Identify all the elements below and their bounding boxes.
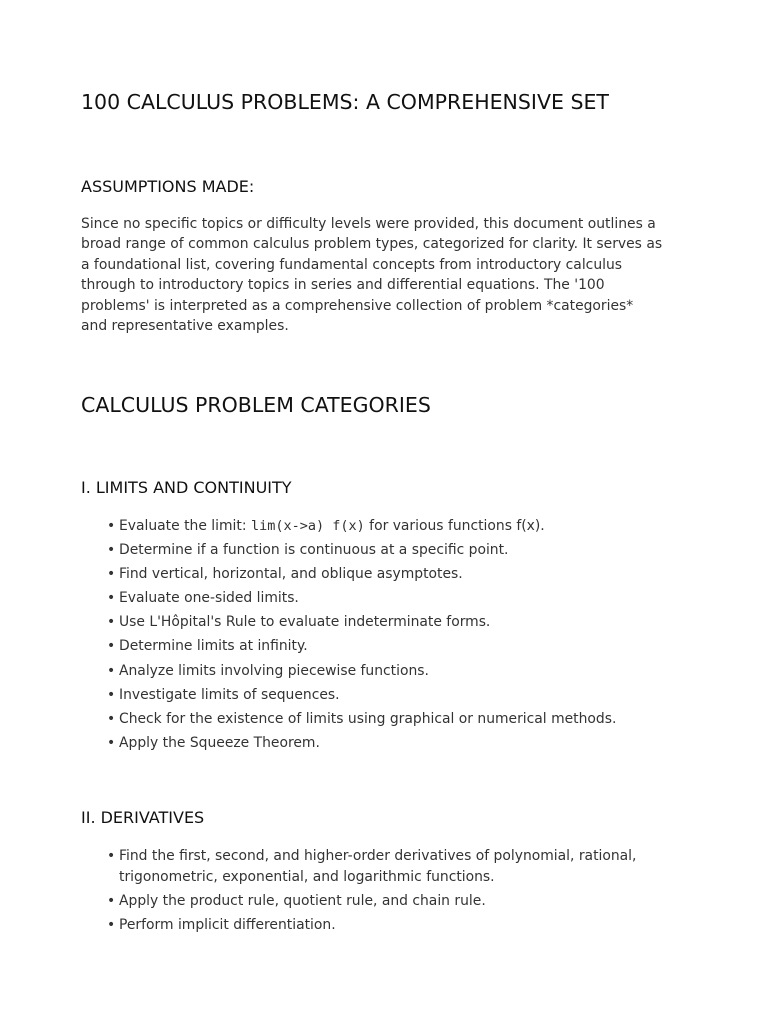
bullet: • (107, 662, 116, 679)
list-item (107, 733, 616, 754)
paragraph-line: problems' is interpreted as a comprehensive collection of problem *categories* (81, 297, 634, 314)
list-item (107, 516, 616, 537)
item-text: Apply the Squeeze Theorem. (119, 734, 320, 751)
item-text: Find vertical, horizontal, and oblique asymptotes. (119, 566, 463, 583)
bullet: • (107, 518, 116, 534)
paragraph-line: and representative examples. (81, 318, 289, 335)
list-item (107, 685, 616, 706)
item-text: Check for the existence of limits using graphical or numerical methods. (119, 710, 617, 727)
paragraph-line: Since no specific topics or difficulty levels were provided, this document outlines a (81, 216, 656, 232)
item-text: Perform implicit differentiation. (119, 916, 336, 933)
assumptions-heading: ASSUMPTIONS MADE: (81, 177, 255, 196)
categories-heading: CALCULUS PROBLEM CATEGORIES (81, 393, 431, 417)
section-heading-derivatives: II. DERIVATIVES (81, 808, 205, 827)
item-text: Find the first, second, and higher-order derivatives of polynomial, rational, (119, 848, 637, 864)
item-text: Evaluate the limit: (119, 518, 251, 534)
bullet: • (107, 686, 116, 703)
item-text: trigonometric, exponential, and logarithmic functions. (119, 868, 495, 885)
item-text: Determine if a function is continuous at a specific point. (119, 542, 509, 559)
limits-list (107, 516, 616, 757)
list-item (107, 588, 616, 609)
bullet: • (107, 614, 116, 631)
item-text: Investigate limits of sequences. (119, 686, 340, 703)
list-item (107, 709, 616, 730)
document-title: 100 CALCULUS PROBLEMS: A COMPREHENSIVE SET (81, 90, 609, 114)
item-text: Determine limits at infinity. (119, 638, 308, 655)
list-item (107, 564, 616, 585)
list-item (107, 636, 616, 657)
item-text: for various functions f(x). (364, 518, 545, 534)
paragraph-line: broad range of common calculus problem types, categorized for clarity. It serves as (81, 236, 663, 253)
item-text: Use L'Hôpital's Rule to evaluate indeterminate forms. (119, 614, 491, 631)
bullet: • (107, 848, 116, 864)
bullet: • (107, 542, 116, 559)
list-item (107, 540, 616, 561)
bullet: • (107, 566, 116, 583)
list-item (107, 891, 636, 912)
derivatives-list (107, 846, 636, 939)
bullet: • (107, 892, 116, 909)
section-heading-limits: I. LIMITS AND CONTINUITY (81, 478, 292, 497)
bullet: • (107, 734, 116, 751)
item-text: Evaluate one-sided limits. (119, 590, 299, 607)
paragraph-line: through to introductory topics in series and differential equations. The '100 (81, 277, 605, 294)
bullet: • (107, 710, 116, 727)
bullet: • (107, 590, 116, 607)
assumptions-paragraph (81, 214, 662, 336)
inline-code: lim(x->a) f(x) (250, 518, 365, 534)
bullet: • (107, 638, 116, 655)
list-item (107, 915, 636, 936)
list-item (107, 612, 616, 633)
list-item (107, 846, 636, 887)
item-text: Apply the product rule, quotient rule, and chain rule. (119, 892, 486, 909)
bullet: • (107, 916, 116, 933)
list-item (107, 661, 616, 682)
item-text: Analyze limits involving piecewise functions. (119, 662, 429, 679)
paragraph-line: a foundational list, covering fundamental concepts from introductory calculus (81, 256, 623, 273)
